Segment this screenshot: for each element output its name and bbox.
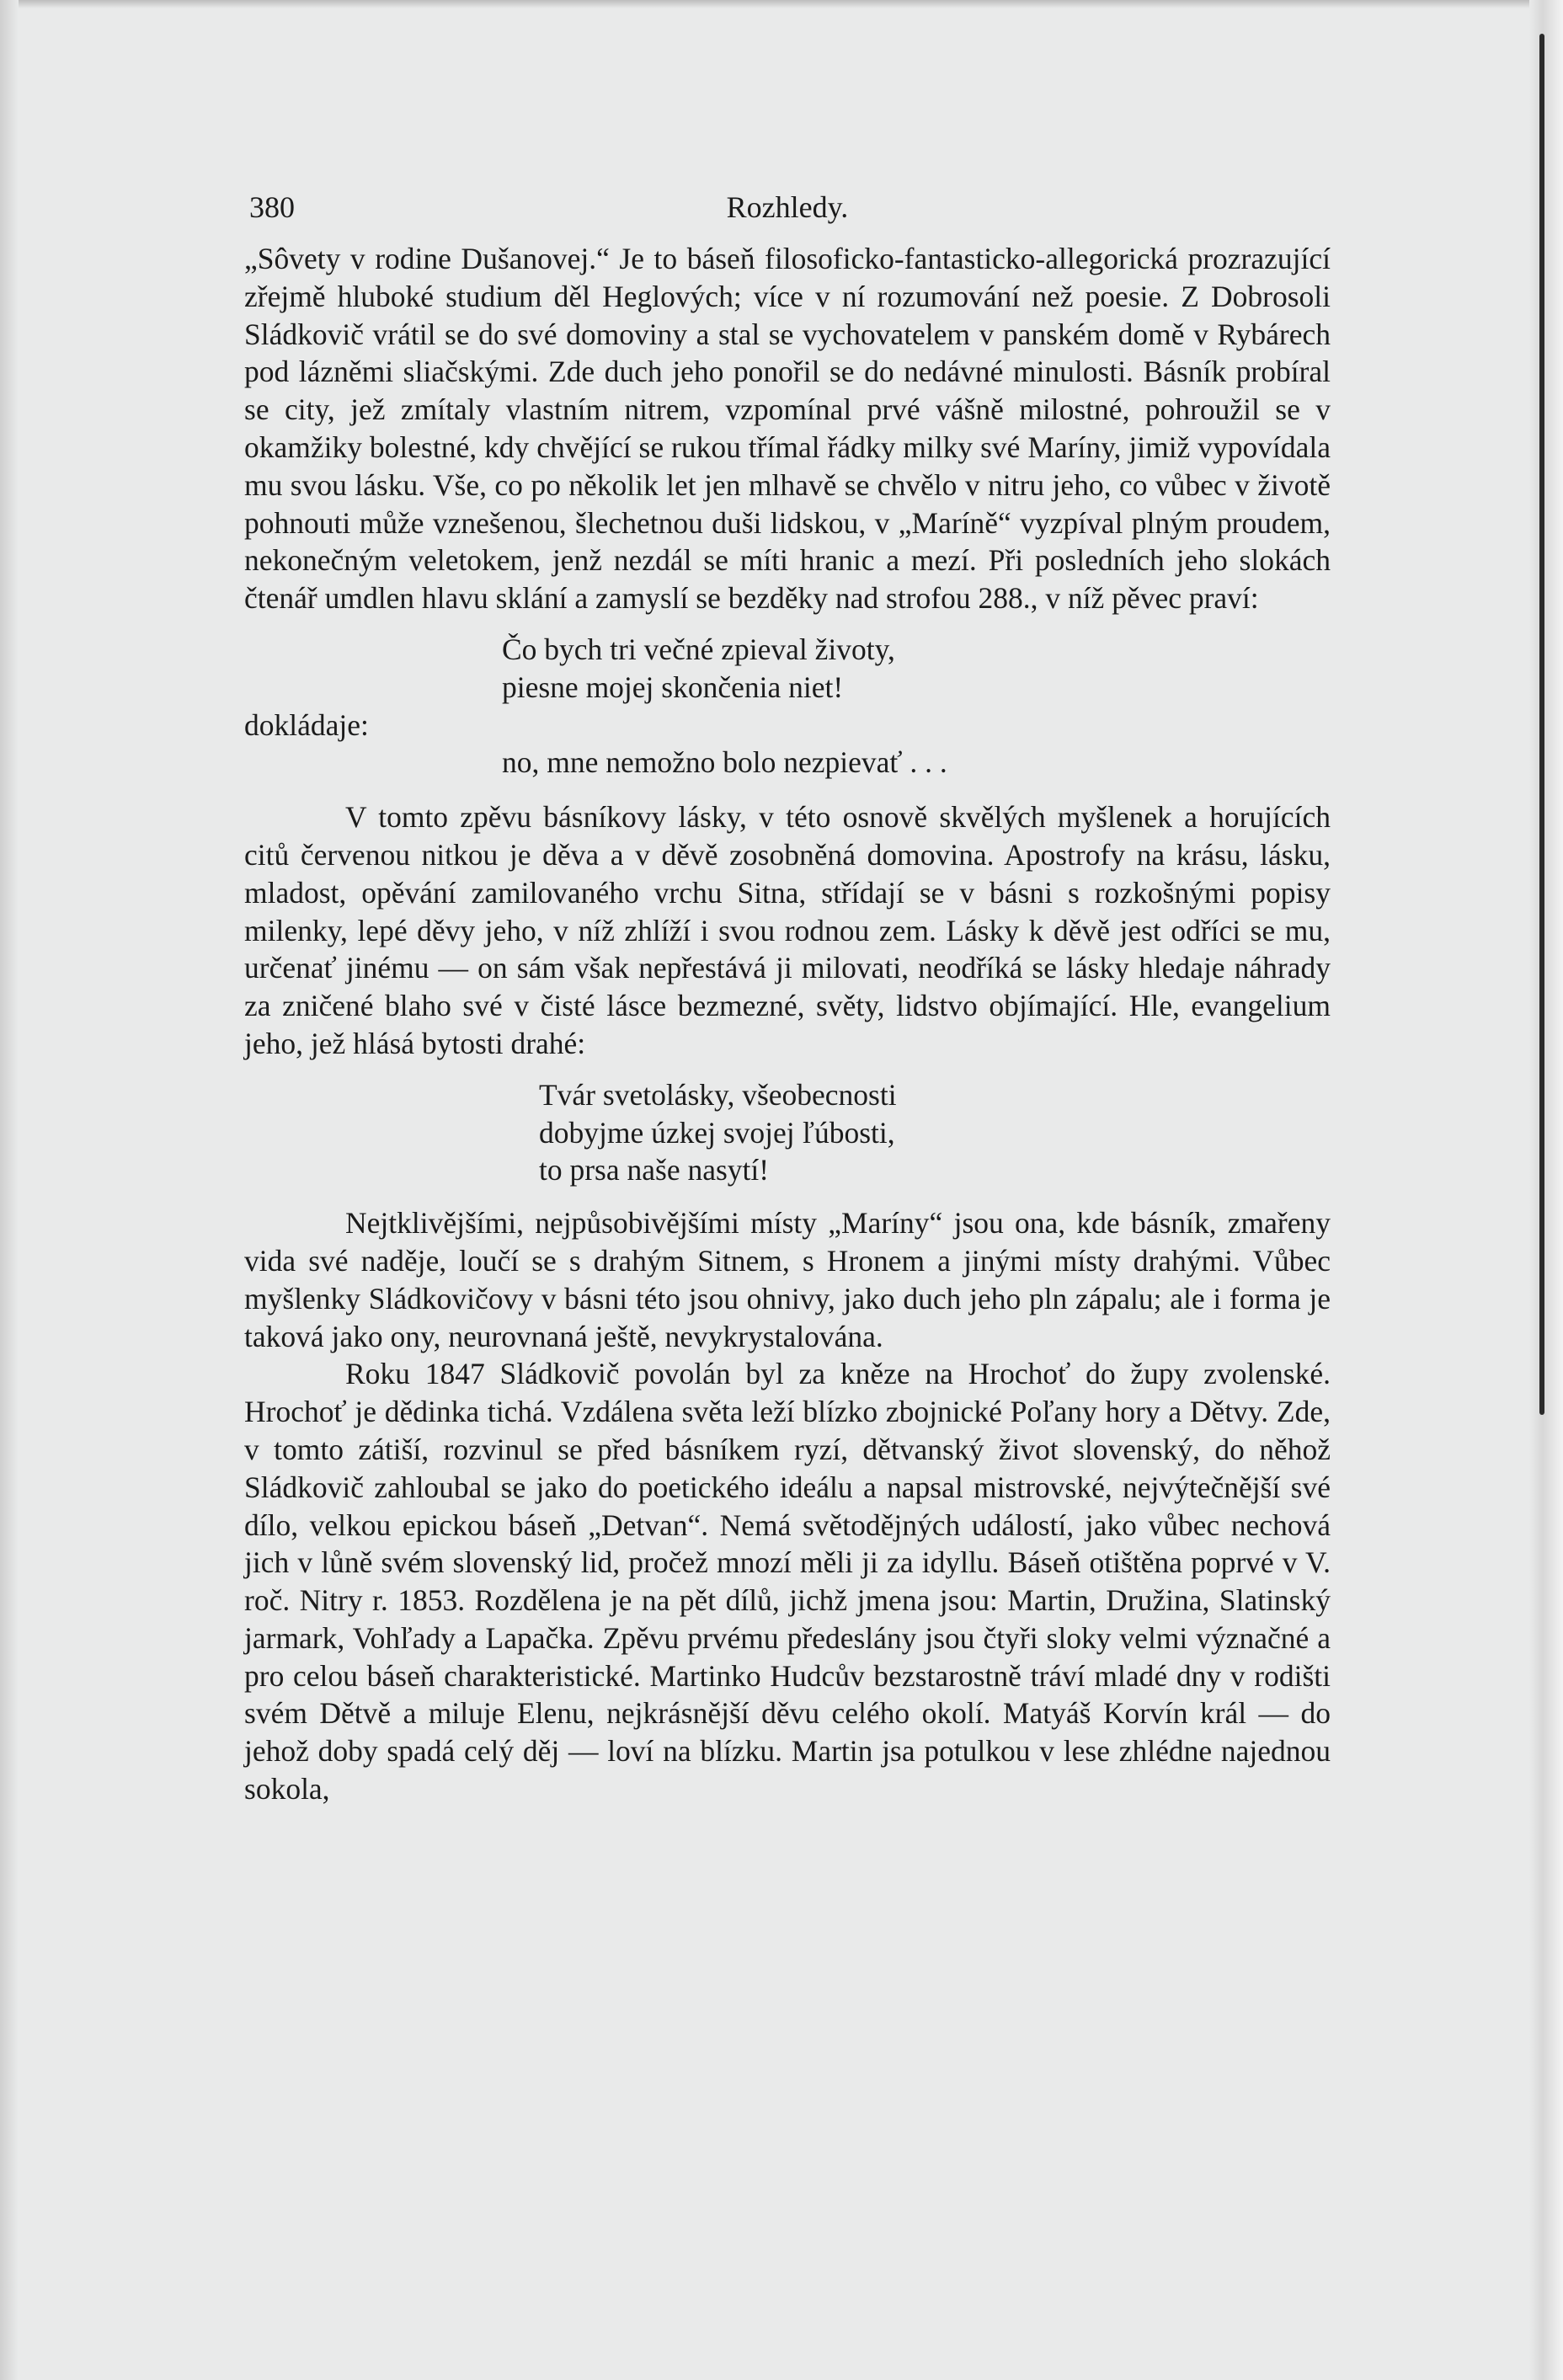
verse-line: to prsa naše nasytí!: [539, 1153, 770, 1187]
paragraph-2: V tomto zpěvu básníkovy lásky, v této osnově skvělých myšlenek a horujících citů červenou nitkou je děva a v děvě zosobněná domovina. Apostrofy na krásu, lásku, mladost, opěvání zamilovaného vrchu Sitna, střídají se v básni s rozkošnými popisy milenky, lepé děvy jeho, v níž zhlíží i svou rodnou zem. Lásky k děvě jest odříci se mu, určenať jinému — on sám však nepřestává ji milovati, neodříká se lásky hledaje náhrady za zničené blaho své v čisté lásce bezmezné, světy, lidstvo objímající. Hle, evangelium jeho, jež hlásá bytosti drahé:: [244, 800, 1331, 1060]
verse-block-3: [539, 1076, 1331, 1189]
verse-line: piesne mojej skončenia niet!: [502, 670, 844, 704]
paragraph-1: „Sôvety v rodine Dušanovej.“ Je to báseň filosoficko-fantasticko-allegorická prozrazující zřejmě hluboké studium děl Heglových; více v ní rozumování než poesie. Z Dobrosoli Sládkovič vrátil se do své domoviny a stal se vychovatelem v panském domě v Rybárech pod lázněmi sliačskými. Zde duch jeho ponořil se do nedávné minulosti. Básník probíral se city, jež zmítaly vlastním nitrem, vzpomínal prvé vášně milostné, pohroužil se v okamžiky bolestné, kdy chvějící se rukou třímal řádky milky své Maríny, jimiž vypovídala mu svou lásku. Vše, co po několik let jen mlhavě se chvělo v nitru jeho, co vůbec v životě pohnouti může vznešenou, šlechetnou duši lidskou, v „Maríně“ vyzpíval plným proudem, nekonečným veletokem, jenž nezdál se míti hranic a mezí. Při posledních jeho slokách čtenář umdlen hlavu sklání a zamyslí se bezděky nad strofou 288., v níž pěvec praví:: [244, 242, 1331, 616]
verse-line: no, mne nemožno bolo nezpievať . . .: [502, 745, 947, 780]
verse-block-1: [502, 631, 1331, 707]
page-number: 380: [249, 190, 295, 224]
intro-word: dokládaje:: [244, 707, 369, 742]
verse-line: dobyjme úzkej svojej ľúbosti,: [539, 1115, 895, 1150]
page-edge-left: [0, 0, 19, 2380]
verse-line: Čo bych tri večné zpieval životy,: [502, 632, 895, 666]
page-edge-top: [0, 0, 1563, 8]
verse-block-2: [502, 744, 1331, 782]
page-content: [244, 189, 1331, 1808]
binding-shadow: [1539, 34, 1544, 1415]
running-head: Rozhledy.: [726, 190, 849, 224]
page-edge-right: [1529, 0, 1563, 2380]
page-header: [244, 189, 1331, 240]
paragraph-4: Roku 1847 Sládkovič povolán byl za kněze na Hrochoť do župy zvolenské. Hrochoť je dědinka tichá. Vzdálena světa leží blízko zbojnické Poľany hory a Dětvy. Zde, v tomto zátiší, rozvinul se před básníkem ryzí, dětvanský život slovenský, do něhož Sládkovič zahloubal se jako do poetického ideálu a napsal mistrovské, nejvýtečnější své dílo, velkou epickou báseň „Detvan“. Nemá světodějných událostí, jako vůbec nechová jich v lůně svém slovenský lid, pročež mnozí měli ji za idyllu. Báseň otištěna poprvé v V. roč. Nitry r. 1853. Rozdělena je na pět dílů, jichž jmena jsou: Martin, Družina, Slatinský jarmark, Vohľady a Lapačka. Zpěvu prvému předeslány jsou čtyři sloky velmi význačné a pro celou báseň charakteristické. Martinko Hudcův bezstarostně tráví mladé dny v rodišti svém Dětvě a miluje Elenu, nejkrásnější děvu celého okolí. Matyáš Korvín král — do jehož doby spadá celý děj — loví na blízku. Martin jsa potulkou v lese zhlédne najednou sokola,: [244, 1357, 1331, 1806]
paragraph-3: Nejtklivějšími, nejpůsobivějšími místy „Maríny“ jsou ona, kde básník, zmařeny vida své naděje, loučí se s drahým Sitnem, s Hronem a jinými místy drahými. Vůbec myšlenky Sládkovičovy v básni této jsou ohnivy, jako duch jeho pln zápalu; ale i forma je taková jako ony, neurovnaná ještě, nevykrystalována.: [244, 1206, 1331, 1353]
verse-line: Tvár svetolásky, všeobecnosti: [539, 1077, 897, 1112]
